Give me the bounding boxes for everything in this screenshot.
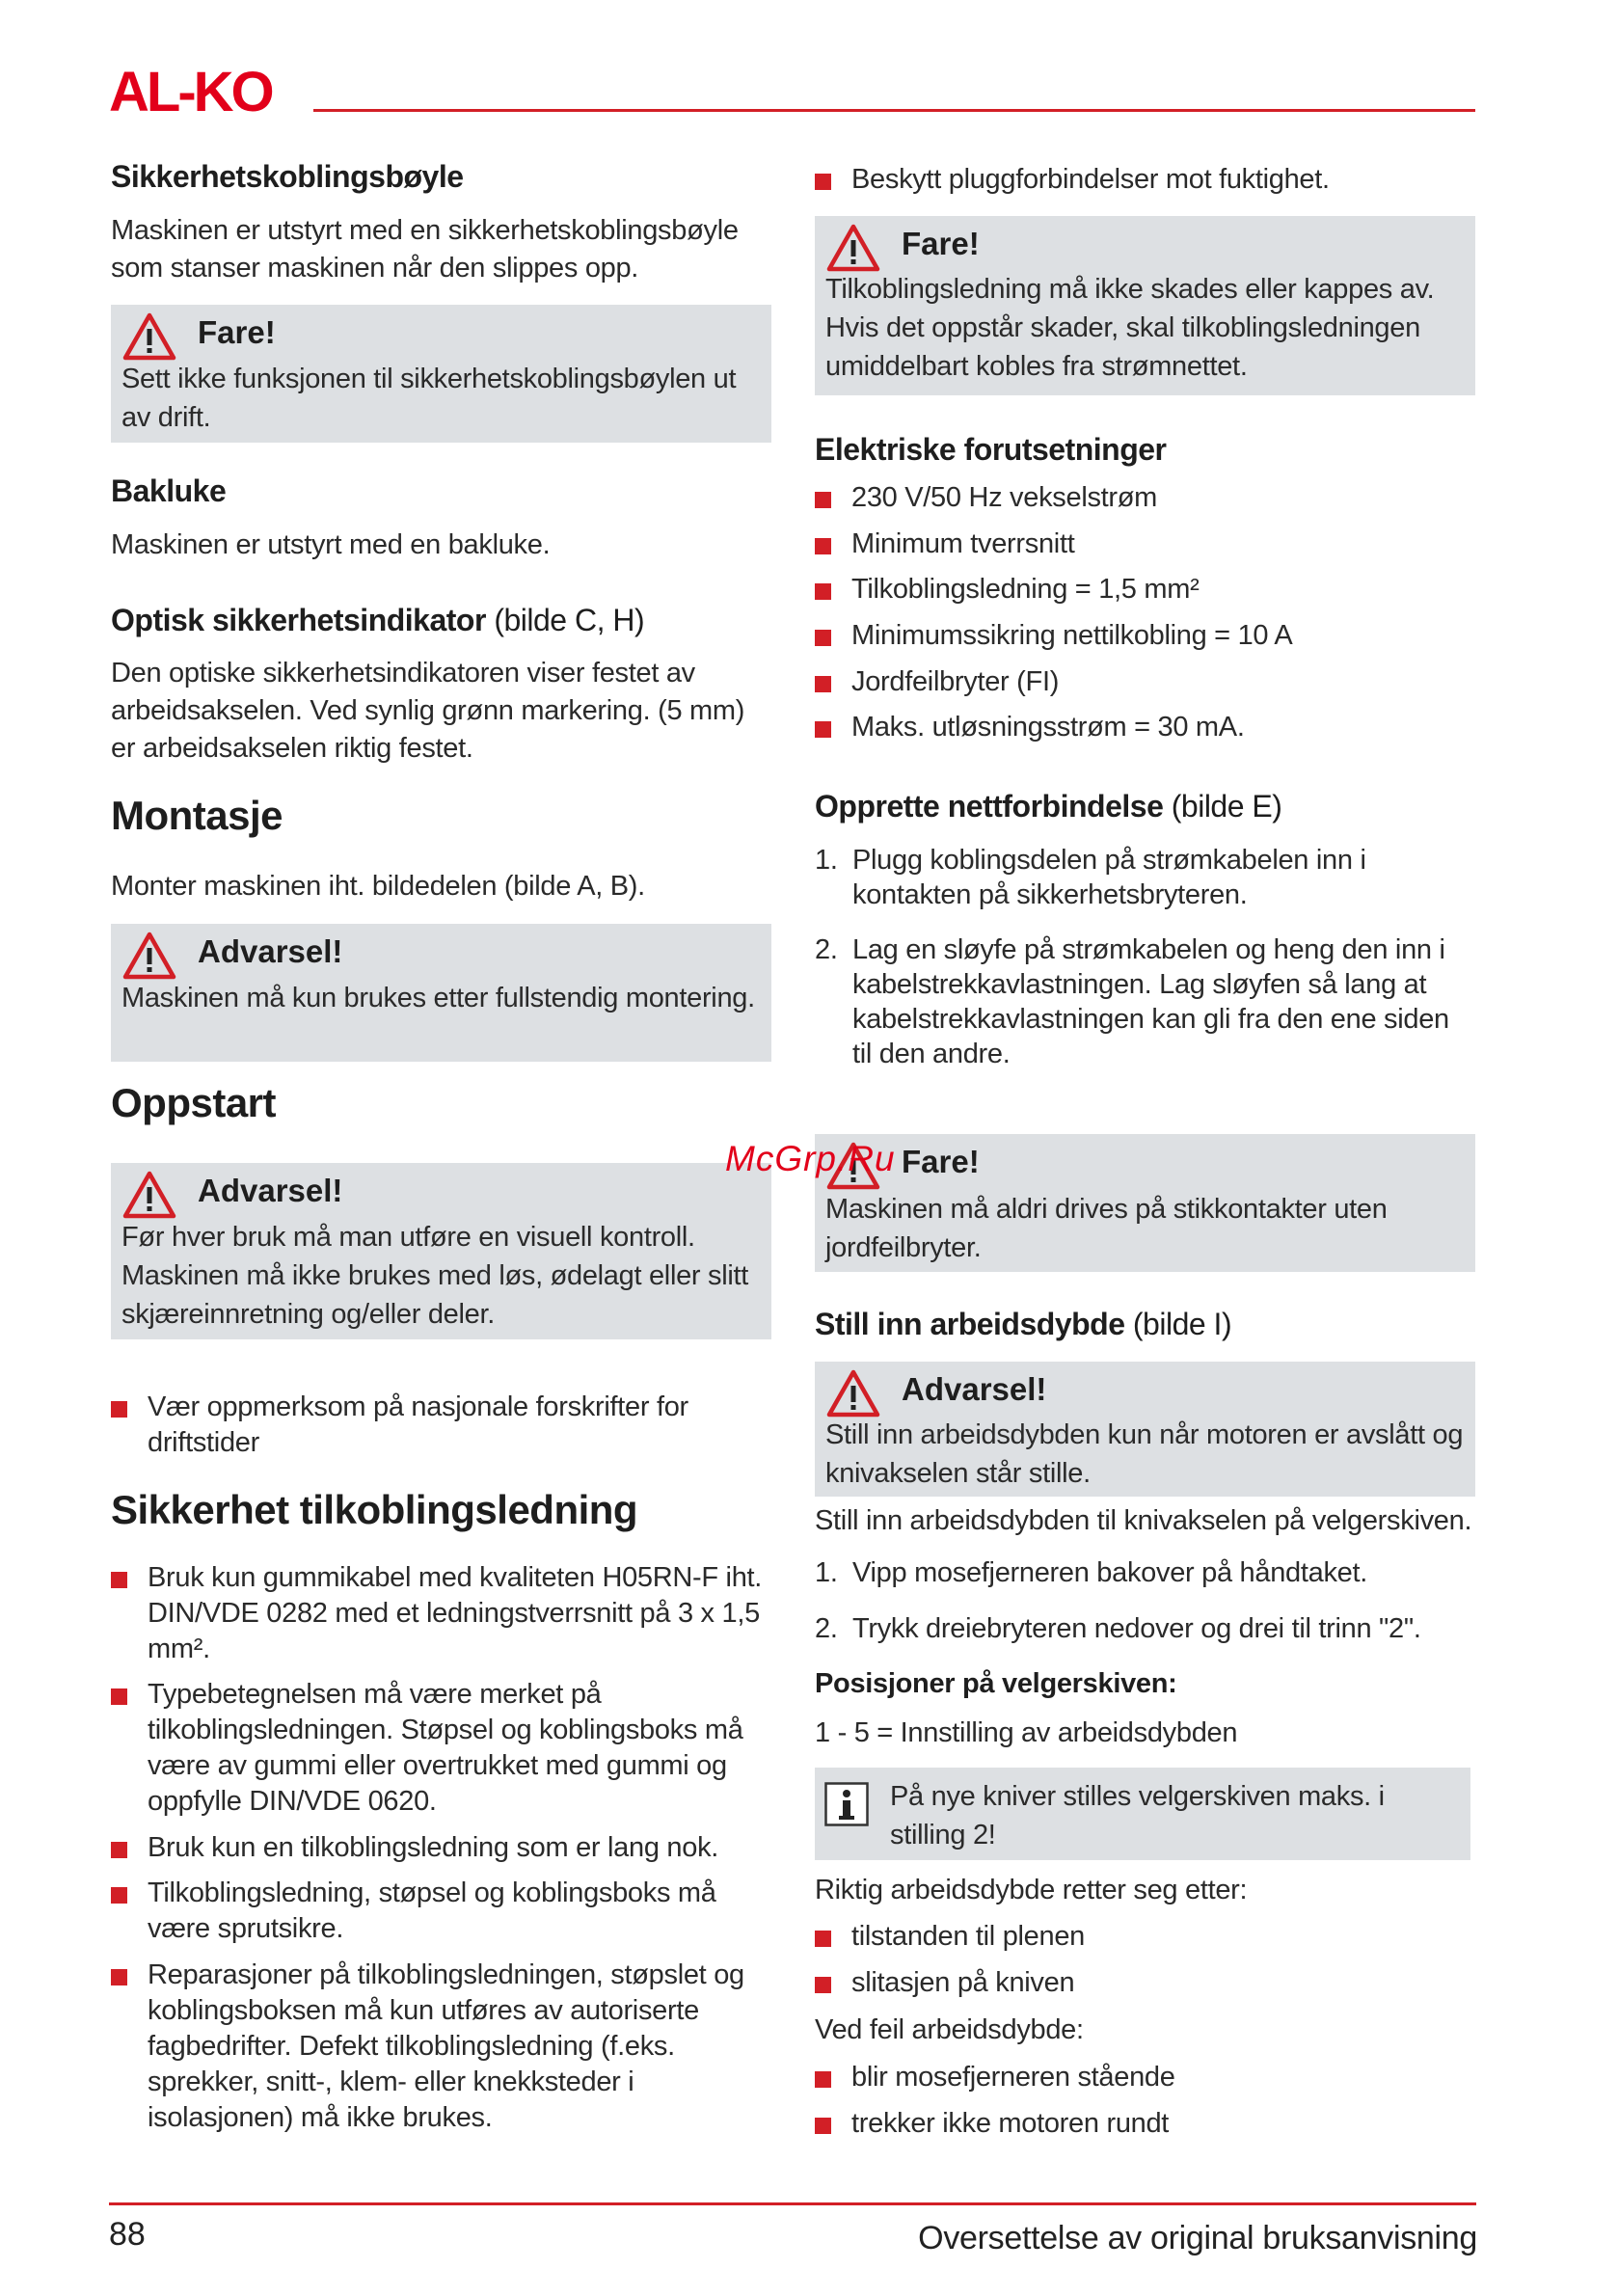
warning-triangle-icon bbox=[122, 312, 176, 361]
heading-bakluke: Bakluke bbox=[111, 473, 227, 508]
list-item-text: Vær oppmerksom på nasjonale forskrifter for driftstider bbox=[148, 1391, 688, 1458]
list-item bbox=[111, 1958, 771, 2137]
figure-ref: (bilde C, H) bbox=[494, 603, 645, 637]
posisjoner-text: 1 - 5 = Innstilling av arbeidsdybden bbox=[815, 1717, 1238, 1748]
step-text: Lag en sløyfe på strømkabelen og heng den inn i kabelstrekkavlastningen. Lag sløyfen så lang at kabelstrekkavlastningen kan gli fra den ene siden til den andre. bbox=[852, 934, 1449, 1069]
bullet-icon bbox=[815, 676, 831, 692]
para-sikkerhetskoblingsboyle: Maskinen er utstyrt med en sikkerhetskoblingsbøyle som stanser maskinen når den slippes opp. bbox=[111, 215, 739, 284]
box-label: Fare! bbox=[198, 314, 276, 350]
heading-text: Optisk sikkerhetsindikator bbox=[111, 603, 486, 637]
bullet-icon bbox=[815, 2071, 831, 2088]
list-item bbox=[815, 527, 1475, 562]
bullet-icon bbox=[815, 721, 831, 738]
box-label: Advarsel! bbox=[198, 933, 343, 969]
numbered-step bbox=[815, 1555, 1475, 1590]
para-dybde-intro: Still inn arbeidsdybden til knivakselen på velgerskiven. bbox=[815, 1505, 1472, 1536]
bullet-icon bbox=[815, 630, 831, 646]
step-text: Trykk dreiebryteren nedover og drei til trinn "2". bbox=[852, 1613, 1421, 1644]
figure-ref: (bilde I) bbox=[1132, 1307, 1232, 1341]
list-item-text: Beskytt pluggforbindelser mot fuktighet. bbox=[851, 164, 1330, 195]
list-item bbox=[815, 572, 1475, 608]
bullet-icon bbox=[111, 1842, 127, 1858]
heading-still-inn-arbeidsdybde bbox=[815, 1307, 1231, 1342]
box-text: Maskinen må kun brukes etter fullstendig montering. bbox=[121, 983, 755, 1013]
box-text: Still inn arbeidsdybden kun når motoren er avslått og knivakselen står stille. bbox=[825, 1419, 1464, 1489]
bullet-icon bbox=[111, 1969, 127, 1985]
step-number: 1. bbox=[815, 845, 838, 876]
list-item bbox=[111, 1830, 771, 1866]
list-item-text: blir mosefjerneren stående bbox=[851, 2062, 1175, 2093]
bullet-icon bbox=[815, 492, 831, 508]
heading-sikkerhetskoblingsboyle: Sikkerhetskoblingsbøyle bbox=[111, 159, 464, 194]
watermark: McGrp.Ru bbox=[725, 1139, 896, 1178]
bullet-icon bbox=[111, 1887, 127, 1904]
list-item-text: trekker ikke motoren rundt bbox=[851, 2108, 1170, 2139]
list-item-text: Minimumssikring nettilkobling = 10 A bbox=[851, 620, 1293, 651]
warning-triangle-icon bbox=[826, 1369, 880, 1418]
heading-sikkerhet-tilkoblingsledning: Sikkerhet tilkoblingsledning bbox=[111, 1487, 638, 1532]
list-item bbox=[111, 1390, 771, 1461]
list-item-text: Reparasjoner på tilkoblingsledningen, støpslet og koblingsboksen må kun utføres av autoriserte fagbedrifter. Defekt tilkoblingsledning (f.eks. sprekker, snitt-, klem- eller knekksteder i isolasjonen) må ikke brukes. bbox=[148, 1959, 744, 2133]
list-item bbox=[815, 1919, 1475, 1955]
step-number: 2. bbox=[815, 1613, 838, 1644]
warning-box bbox=[111, 924, 771, 1062]
bullet-icon bbox=[111, 1572, 127, 1588]
footer-text: Oversettelse av original bruksanvisning bbox=[918, 2220, 1477, 2256]
step-text: Plugg koblingsdelen på strømkabelen inn i kontakten på sikkerhetsbryteren. bbox=[852, 845, 1366, 910]
heading-optisk-indikator bbox=[111, 603, 644, 638]
figure-ref: (bilde E) bbox=[1171, 789, 1282, 824]
bullet-icon bbox=[815, 538, 831, 554]
heading-oppstart: Oppstart bbox=[111, 1080, 277, 1125]
list-item bbox=[815, 2060, 1475, 2095]
list-item bbox=[815, 480, 1475, 516]
numbered-step bbox=[815, 843, 1475, 912]
list-item-text: Bruk kun gummikabel med kvaliteten H05RN-F iht. DIN/VDE 0282 med et ledningstverrsnitt på 3 x 1,5 mm². bbox=[148, 1562, 763, 1664]
box-text: Tilkoblingsledning må ikke skades eller kappes av. Hvis det oppstår skader, skal tilkoblingsledningen umiddelbart kobles fra strømnettet. bbox=[825, 274, 1435, 382]
list-item-text: Jordfeilbryter (FI) bbox=[851, 666, 1060, 697]
alko-logo: AL-KO bbox=[109, 61, 272, 123]
info-icon bbox=[824, 1782, 869, 1826]
step-number: 1. bbox=[815, 1557, 838, 1588]
bullet-icon bbox=[815, 1931, 831, 1947]
warning-triangle-icon bbox=[122, 1171, 176, 1219]
list-item bbox=[111, 1876, 771, 1947]
list-item-text: Typebetegnelsen må være merket på tilkoblingsledningen. Støpsel og koblingsboks må være av gummi eller overtrukket med gummi og oppfylle DIN/VDE 0620. bbox=[148, 1679, 743, 1817]
list-item-text: 230 V/50 Hz vekselstrøm bbox=[851, 482, 1158, 513]
box-label: Advarsel! bbox=[902, 1371, 1047, 1407]
heading-opprette-nettforbindelse bbox=[815, 789, 1281, 824]
box-label: Fare! bbox=[902, 226, 980, 261]
info-box bbox=[815, 1768, 1470, 1860]
warning-triangle-icon bbox=[122, 932, 176, 980]
heading-montasje: Montasje bbox=[111, 793, 283, 838]
bullet-icon bbox=[815, 1977, 831, 1993]
page-number: 88 bbox=[109, 2216, 146, 2253]
box-text: Sett ikke funksjonen til sikkerhetskoblingsbøylen ut av drift. bbox=[121, 364, 737, 433]
bullet-icon bbox=[815, 2118, 831, 2134]
bullet-icon bbox=[815, 583, 831, 600]
bullet-icon bbox=[815, 174, 831, 190]
box-label: Fare! bbox=[902, 1144, 980, 1179]
heading-text: Opprette nettforbindelse bbox=[815, 789, 1164, 824]
list-item-text: Tilkoblingsledning, støpsel og koblingsboks må være sprutsikre. bbox=[148, 1877, 716, 1944]
posisjoner-title: Posisjoner på velgerskiven: bbox=[815, 1668, 1177, 1699]
box-label: Advarsel! bbox=[198, 1173, 343, 1208]
list-item-text: tilstanden til plenen bbox=[851, 1921, 1085, 1952]
step-number: 2. bbox=[815, 934, 838, 965]
list-item bbox=[815, 618, 1475, 654]
warning-triangle-icon bbox=[826, 224, 880, 272]
step-text: Vipp mosefjerneren bakover på håndtaket. bbox=[852, 1557, 1367, 1588]
danger-box bbox=[111, 305, 771, 443]
warning-box bbox=[815, 1362, 1475, 1497]
danger-box bbox=[815, 1134, 1475, 1272]
para-bakluke: Maskinen er utstyrt med en bakluke. bbox=[111, 529, 551, 560]
list-item bbox=[111, 1560, 771, 1666]
list-item bbox=[815, 1965, 1475, 2001]
list-item-text: Bruk kun en tilkoblingsledning som er lang nok. bbox=[148, 1832, 719, 1863]
danger-box bbox=[815, 216, 1475, 395]
list-item bbox=[111, 1677, 771, 1822]
list-item bbox=[815, 2106, 1475, 2142]
numbered-step bbox=[815, 1611, 1475, 1646]
list-item-text: Tilkoblingsledning = 1,5 mm² bbox=[851, 574, 1200, 605]
bullet-icon bbox=[111, 1688, 127, 1705]
box-text: Maskinen må aldri drives på stikkontakter uten jordfeilbryter. bbox=[825, 1194, 1388, 1263]
info-text: På nye kniver stilles velgerskiven maks. i stilling 2! bbox=[890, 1781, 1385, 1850]
list-item bbox=[815, 162, 1475, 198]
heading-elektriske-forutsetninger: Elektriske forutsetninger bbox=[815, 432, 1167, 467]
para-feil: Ved feil arbeidsdybde: bbox=[815, 2014, 1084, 2045]
list-item-text: Maks. utløsningsstrøm = 30 mA. bbox=[851, 712, 1245, 743]
numbered-step bbox=[815, 932, 1475, 1071]
para-optisk-indikator: Den optiske sikkerhetsindikatoren viser festet av arbeidsakselen. Ved synlig grønn markering. (5 mm) er arbeidsakselen riktig festet. bbox=[111, 658, 745, 764]
list-item bbox=[815, 664, 1475, 700]
header-rule bbox=[313, 109, 1475, 112]
list-item-text: slitasjen på kniven bbox=[851, 1967, 1075, 1998]
heading-text: Still inn arbeidsdybde bbox=[815, 1307, 1125, 1341]
list-item bbox=[815, 710, 1475, 745]
para-montasje: Monter maskinen iht. bildedelen (bilde A, B). bbox=[111, 871, 645, 902]
para-riktig: Riktig arbeidsdybde retter seg etter: bbox=[815, 1875, 1248, 1905]
footer-rule bbox=[109, 2202, 1476, 2205]
warning-box bbox=[111, 1163, 771, 1339]
list-item-text: Minimum tverrsnitt bbox=[851, 528, 1075, 559]
box-text: Før hver bruk må man utføre en visuell kontroll. Maskinen må ikke brukes med løs, ødelagt eller slitt skjæreinnretning og/eller deler. bbox=[121, 1222, 749, 1330]
bullet-icon bbox=[111, 1401, 127, 1418]
